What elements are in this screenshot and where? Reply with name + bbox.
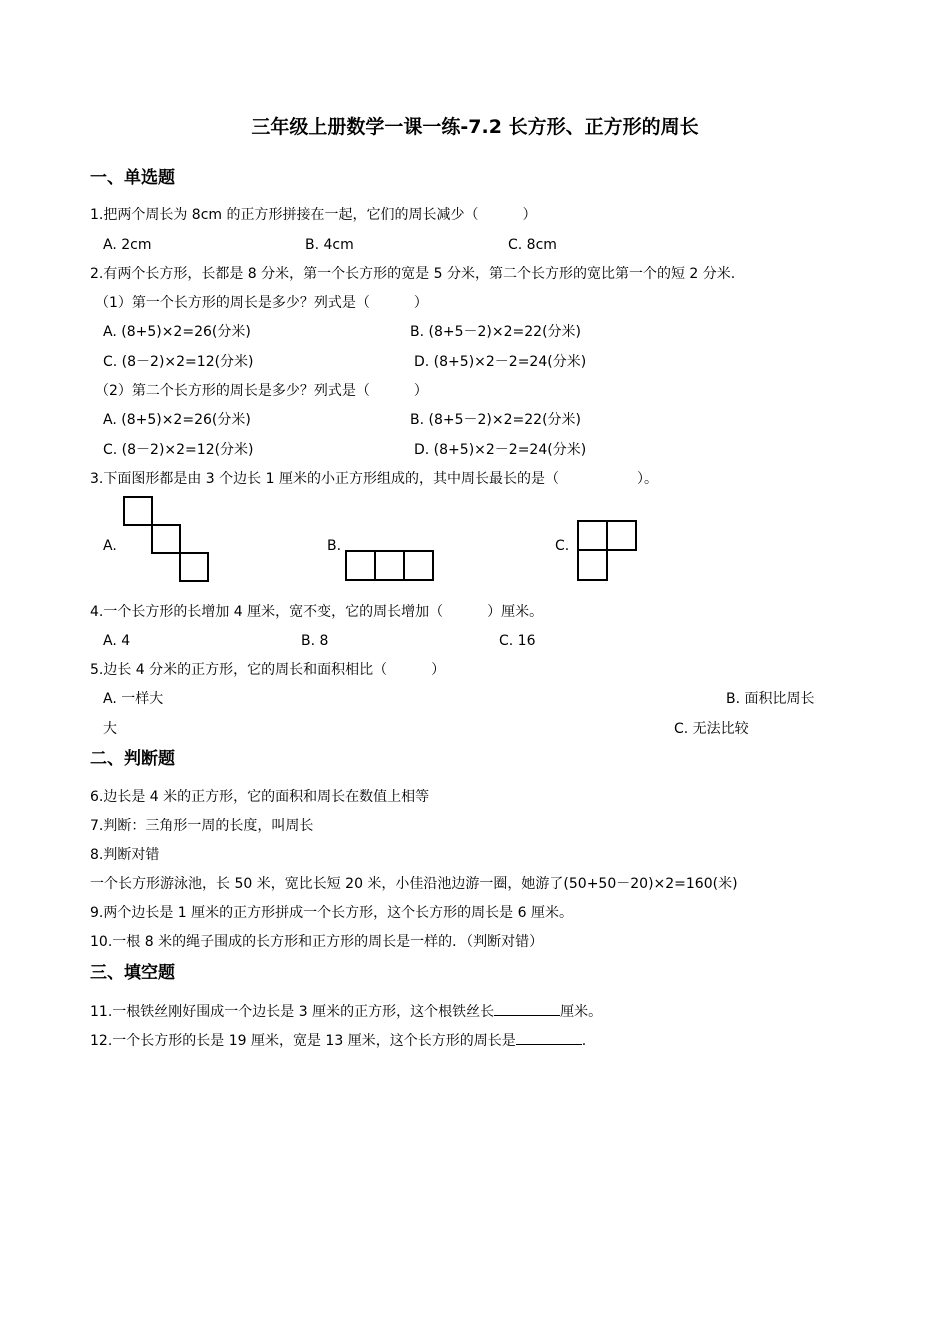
- q2-2-option-a[interactable]: A. (8+5)×2=26(分米): [103, 412, 251, 428]
- q2-1-option-a[interactable]: A. (8+5)×2=26(分米): [103, 324, 251, 340]
- q4-stem-end: ）厘米。: [487, 604, 544, 620]
- question-7: 7.判断：三角形一周的长度，叫周长: [90, 818, 314, 834]
- question-2-sub-2: [95, 381, 428, 401]
- q2-2-option-d[interactable]: D. (8+5)×2－2=24(分米): [414, 442, 587, 458]
- q2-1-option-c[interactable]: C. (8－2)×2=12(分米): [103, 354, 254, 370]
- q3-option-c[interactable]: C.: [555, 538, 570, 554]
- q2-sub2-end: ）: [413, 383, 428, 399]
- q3-stem: 3.下面图形都是由 3 个边长 1 厘米的小正方形组成的，其中周长最长的是（: [90, 471, 559, 487]
- q2-2-option-c[interactable]: C. (8－2)×2=12(分米): [103, 442, 254, 458]
- q5-stem: 5.边长 4 分米的正方形，它的周长和面积相比（: [90, 662, 388, 678]
- q2-1-option-d[interactable]: D. (8+5)×2－2=24(分米): [414, 354, 587, 370]
- q11-stem: 11.一根铁丝刚好围成一个边长是 3 厘米的正方形，这个根铁丝长: [90, 1004, 495, 1020]
- q3-option-b[interactable]: B.: [327, 538, 342, 554]
- question-1: [90, 205, 537, 225]
- question-9: 9.两个边长是 1 厘米的正方形拼成一个长方形，这个长方形的周长是 6 厘米。: [90, 905, 573, 921]
- question-2-sub-1: [95, 293, 428, 313]
- page-title: 三年级上册数学一课一练-7.2 长方形、正方形的周长: [251, 116, 699, 138]
- question-2-stem: 2.有两个长方形，长都是 8 分米，第一个长方形的宽是 5 分米，第二个长方形的宽比第一个的短 2 分米.: [90, 266, 736, 282]
- q3-option-a[interactable]: A.: [103, 538, 117, 554]
- q4-option-c[interactable]: C. 16: [499, 633, 536, 649]
- q2-sub1-text: （1）第一个长方形的周长是多少？列式是（: [95, 295, 370, 311]
- question-11: [90, 1001, 602, 1022]
- question-8-body: 一个长方形游泳池，长 50 米，宽比长短 20 米，小佳沿池边游一圈，她游了(50+50－20)×2=160(米): [90, 876, 738, 892]
- q3-stem-end: ）。: [636, 471, 658, 487]
- q11-stem-end: 厘米。: [560, 1004, 603, 1020]
- question-3: [90, 469, 658, 489]
- q5-stem-end: ）: [431, 662, 446, 678]
- q2-1-option-b[interactable]: B. (8+5－2)×2=22(分米): [410, 324, 581, 340]
- section-heading-true-false: 二、判断题: [90, 749, 175, 769]
- question-5: [90, 660, 445, 680]
- question-6: 6.边长是 4 米的正方形，它的面积和周长在数值上相等: [90, 789, 430, 805]
- q4-option-b[interactable]: B. 8: [301, 633, 329, 649]
- question-1-stem-end: ）: [522, 207, 537, 223]
- row-of-three-squares-figure: [344, 549, 436, 583]
- l-shape-figure: [576, 519, 638, 583]
- q1-option-b[interactable]: B. 4cm: [305, 237, 354, 253]
- q12-answer-blank[interactable]: [516, 1030, 582, 1045]
- question-1-stem: 1.把两个周长为 8cm 的正方形拼接在一起，它们的周长减少（: [90, 207, 479, 223]
- question-12: [90, 1030, 586, 1051]
- staircase-figure: [122, 495, 212, 585]
- section-heading-single-choice: 一、单选题: [90, 168, 175, 188]
- q11-answer-blank[interactable]: [494, 1001, 560, 1016]
- question-10: 10.一根 8 米的绳子围成的长方形和正方形的周长是一样的．（判断对错）: [90, 934, 544, 950]
- question-4: [90, 602, 543, 622]
- q12-stem: 12.一个长方形的长是 19 厘米，宽是 13 厘米，这个长方形的周长是: [90, 1033, 516, 1049]
- q4-stem: 4.一个长方形的长增加 4 厘米，宽不变，它的周长增加（: [90, 604, 444, 620]
- q5-option-b[interactable]: B. 面积比周长: [726, 691, 815, 707]
- section-heading-fill-blank: 三、填空题: [90, 963, 175, 983]
- q1-option-c[interactable]: C. 8cm: [508, 237, 557, 253]
- q2-sub2-text: （2）第二个长方形的周长是多少？列式是（: [95, 383, 370, 399]
- question-8: 8.判断对错: [90, 847, 160, 863]
- q2-2-option-b[interactable]: B. (8+5－2)×2=22(分米): [410, 412, 581, 428]
- q2-sub1-end: ）: [413, 295, 428, 311]
- q5-option-a[interactable]: A. 一样大: [103, 691, 164, 707]
- q1-option-a[interactable]: A. 2cm: [103, 237, 152, 253]
- q12-stem-end: .: [581, 1033, 587, 1049]
- q4-option-a[interactable]: A. 4: [103, 633, 131, 649]
- q5-option-c[interactable]: C. 无法比较: [674, 721, 749, 737]
- q5-option-b-continued: 大: [103, 721, 117, 737]
